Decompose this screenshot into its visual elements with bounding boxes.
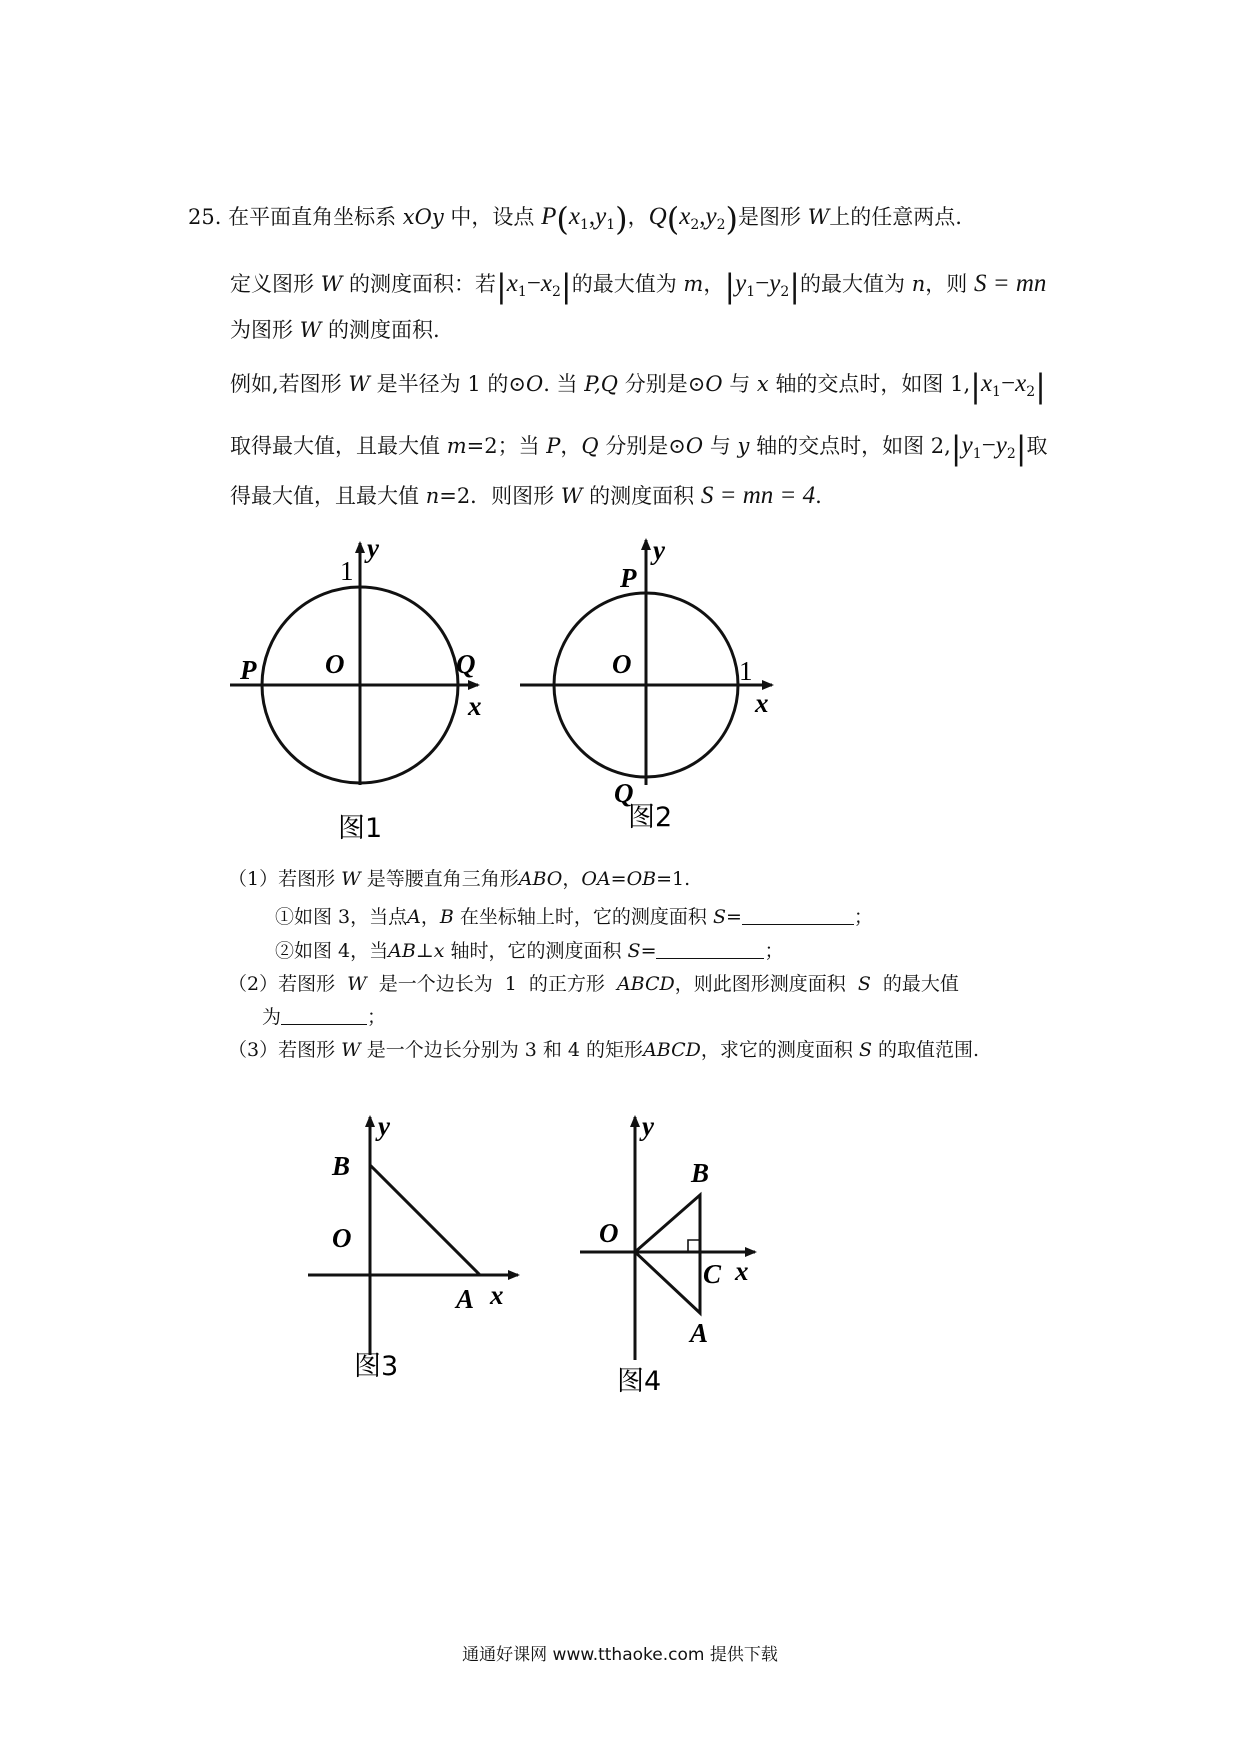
right-angle-mark — [688, 1240, 700, 1252]
point-a-label: A — [690, 1318, 709, 1348]
question-1-part-2: ②如图 4，当AB⊥x 轴时，它的测度面积 S= ； — [275, 940, 784, 962]
point-p-label: P — [240, 655, 257, 685]
triangle-abo — [635, 1195, 700, 1313]
example-line-2: 取得最大值，且最大值 m=2；当 P，Q 分别是⊙O 与 y 轴的交点时，如图 $2,|y_1-y_2|$取 — [230, 429, 1048, 467]
figure-2 — [510, 535, 780, 850]
origin-label: O — [332, 1223, 352, 1253]
x-label: x — [468, 691, 482, 721]
question-1: （1）若图形 W 是等腰直角三角形ABO，OA=OB=1. — [228, 868, 691, 890]
x-label: x — [755, 688, 769, 718]
question-3: （3）若图形 W 是一个边长分别为 3 和 4 的矩形ABCD，求它的测度面积 S 的取值范围. — [228, 1039, 980, 1061]
problem-number: 25. — [188, 205, 222, 229]
point-q-label: Q — [614, 778, 634, 808]
answer-blank-2[interactable] — [281, 1006, 367, 1025]
y-label: y — [367, 535, 379, 563]
y-label: y — [378, 1115, 390, 1141]
question-1-part-1: ①如图 3，当点A，B 在坐标轴上时，它的测度面积 S= ； — [275, 906, 873, 928]
figure-3-caption: 图3 — [354, 1351, 399, 1382]
answer-blank-1-2[interactable] — [656, 940, 764, 959]
answer-blank-1-1[interactable] — [742, 906, 854, 925]
point-b-label: B — [332, 1151, 351, 1181]
tick-label-1: 1 — [739, 656, 753, 686]
point-p-label: P — [620, 563, 637, 593]
origin-label: O — [612, 649, 632, 679]
figure-4 — [575, 1115, 775, 1395]
x-label: x — [735, 1256, 749, 1286]
x-label: x — [490, 1280, 504, 1310]
point-a-label: A — [456, 1284, 475, 1314]
figure-4-caption: 图4 — [617, 1366, 662, 1395]
question-2: （2）若图形 W 是一个边长为 1 的正方形 ABCD，则此图形测度面积 S 的最大值 — [228, 973, 959, 995]
point-q-label: Q — [456, 649, 476, 679]
figure-2-caption: 图2 — [628, 802, 673, 833]
footer: 通通好课网 www.tthaoke.com 提供下载 — [462, 1645, 778, 1665]
origin-label: O — [325, 649, 345, 679]
point-c-label: C — [703, 1259, 722, 1289]
y-label: y — [642, 1115, 654, 1141]
figure-3 — [300, 1115, 540, 1395]
figure-1-caption: 图1 — [338, 813, 383, 844]
definition-line-2: 为图形 W 的测度面积. — [230, 318, 440, 342]
question-2-cont: 为 ； — [262, 1006, 387, 1028]
definition-line-1: 定义图形 W 的测度面积：若$|x_1-x_2|$的最大值为 m，$|y_1-y_2|$的最大值为 n，则 S = mn — [230, 267, 1047, 305]
figure-1 — [220, 535, 490, 850]
origin-label: O — [599, 1218, 619, 1248]
triangle-hypotenuse — [370, 1165, 480, 1275]
problem-statement: 25. 在平面直角坐标系 xOy 中，设点 $P(x_1,y_1)$，$Q(x_2,y_2)$是图形 W上的任意两点. — [188, 200, 962, 238]
example-line-1: 例如,若图形 W 是半径为 1 的⊙O. 当 P,Q 分别是⊙O 与 x 轴的交点时，如图 $1,|x_1-x_2|$ — [230, 367, 1046, 405]
y-label: y — [653, 535, 665, 565]
example-line-3: 得最大值，且最大值 n=2．则图形 W 的测度面积 S = mn = 4. — [230, 482, 822, 509]
tick-label-1: 1 — [340, 556, 354, 586]
point-b-label: B — [691, 1158, 710, 1188]
